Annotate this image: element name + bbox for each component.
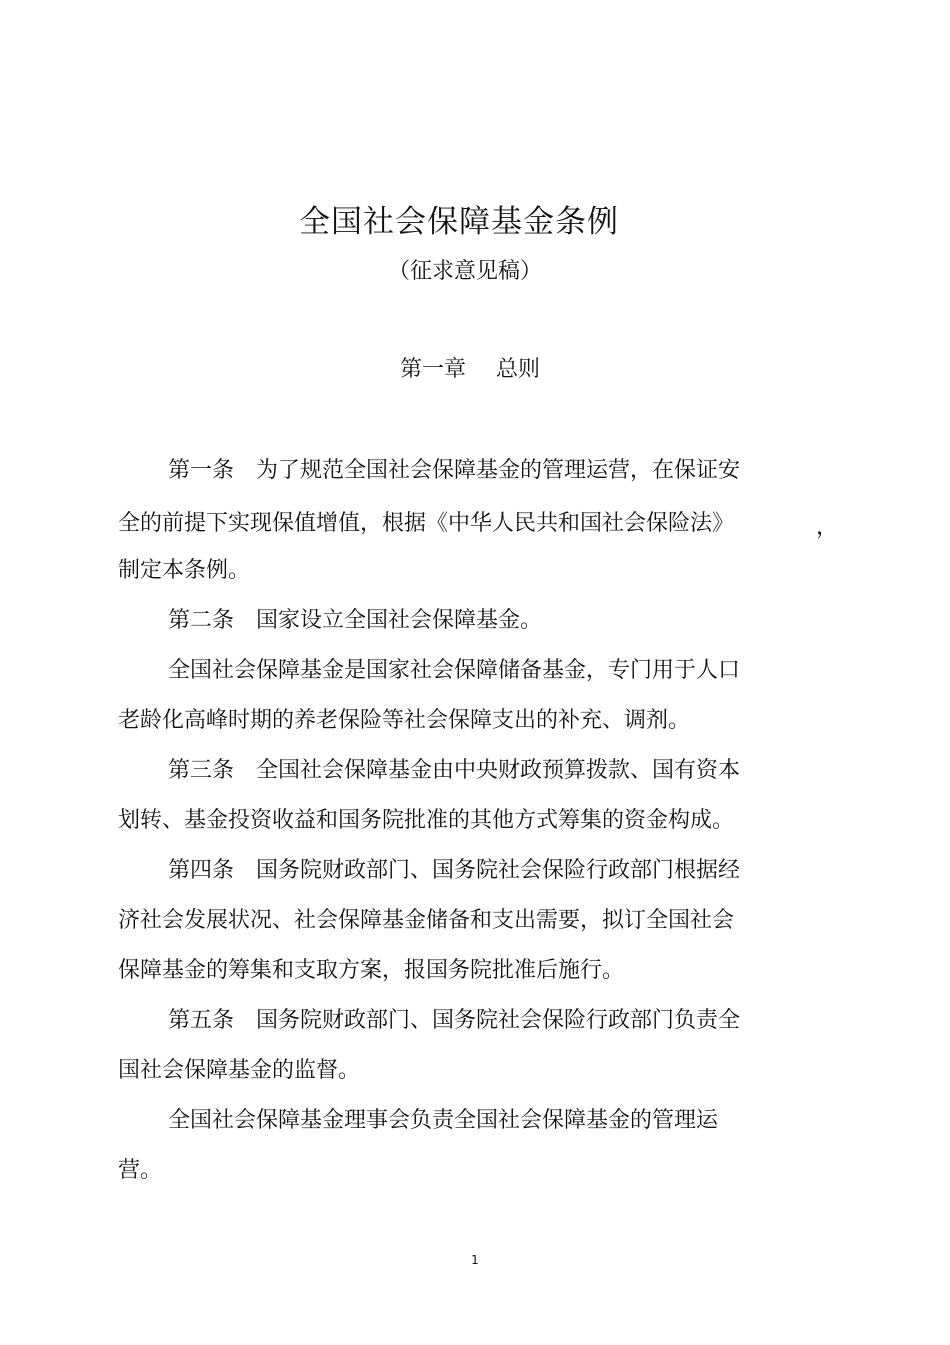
article-5-line-2: 国社会保障基金的监督。 — [118, 1058, 361, 1083]
article-1-line-3: 制定本条例。 — [118, 558, 251, 583]
article-1-line-2-comma: ， — [816, 515, 839, 540]
article-3-line-1 — [168, 753, 740, 789]
article-4-line-2: 济社会发展状况、社会保障基金储备和支出需要，拟订全国社会 — [118, 908, 735, 933]
article-2-text: 国家设立全国社会保障基金。 — [256, 608, 543, 633]
document-title: 全国社会保障基金条例 — [299, 204, 619, 240]
article-1-text: 为了规范全国社会保障基金的管理运营，在保证安 — [256, 458, 741, 483]
article-2-label: 第二条 — [168, 608, 235, 633]
article-3-text: 全国社会保障基金由中央财政预算拨款、国有资本 — [256, 758, 741, 783]
chapter-heading — [0, 352, 940, 388]
article-1-line-2: 全的前提下实现保值增值，根据《中华人民共和国社会保险法》 — [118, 511, 735, 536]
article-2-paragraph-2-line-1: 全国社会保障基金是国家社会保障储备基金，专门用于人口 — [168, 658, 741, 683]
chapter-number: 第一章 — [399, 357, 466, 382]
article-4-line-1 — [168, 853, 740, 889]
article-4-text: 国务院财政部门、国务院社会保险行政部门根据经 — [256, 858, 741, 883]
article-1-label: 第一条 — [168, 458, 235, 483]
chapter-name: 总则 — [496, 357, 541, 382]
article-4-label: 第四条 — [168, 858, 235, 883]
document-subtitle: （征求意见稿） — [387, 259, 542, 284]
article-1-line-1 — [168, 453, 740, 489]
article-5-text: 国务院财政部门、国务院社会保险行政部门负责全 — [256, 1008, 741, 1033]
article-2-paragraph-2-line-2: 老龄化高峰时期的养老保险等社会保障支出的补充、调剂。 — [118, 708, 691, 733]
page-number: 1 — [471, 1253, 479, 1267]
article-5-label: 第五条 — [168, 1008, 235, 1033]
article-3-line-2: 划转、基金投资收益和国务院批准的其他方式筹集的资金构成。 — [118, 808, 735, 833]
article-3-label: 第三条 — [168, 758, 235, 783]
article-2-line-1 — [168, 603, 542, 639]
article-5-line-1 — [168, 1003, 740, 1039]
article-5-paragraph-2-line-1: 全国社会保障基金理事会负责全国社会保障基金的管理运 — [168, 1108, 719, 1133]
article-4-line-3: 保障基金的筹集和支取方案，报国务院批准后施行。 — [118, 958, 625, 983]
article-5-paragraph-2-line-2: 营。 — [118, 1158, 163, 1183]
